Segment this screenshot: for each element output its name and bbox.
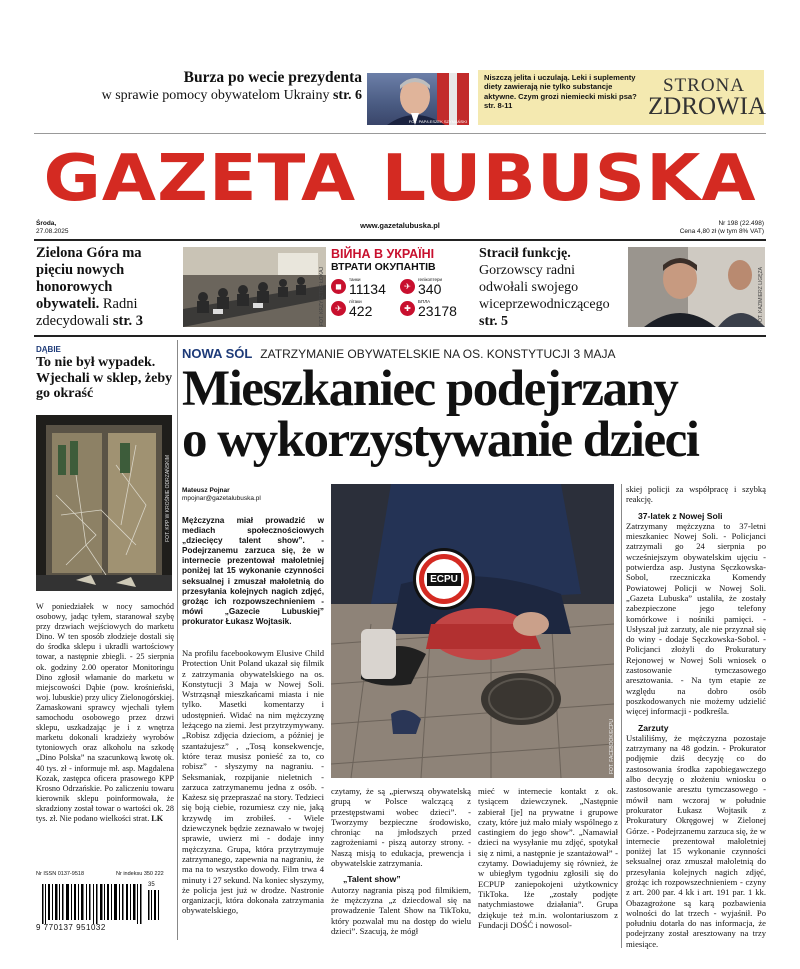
war-stat-aircraft: [331, 299, 400, 318]
main-headline[interactable]: [182, 361, 766, 468]
barcode-issue-code: 35: [148, 882, 155, 888]
war-stat-value: 340: [418, 281, 442, 297]
council-meeting-illustration: [183, 247, 326, 327]
war-stat-value: 422: [349, 303, 373, 319]
helicopter-icon: ✈: [400, 279, 415, 294]
masthead-divider: [34, 239, 766, 241]
barcode-graphic: [36, 884, 166, 928]
ecpu-logo: [413, 548, 475, 610]
councillor-photo: [628, 247, 765, 327]
health-teaser-text: [484, 73, 638, 111]
aircraft-icon: ✈: [331, 301, 346, 316]
top-teaser-photo: [367, 73, 469, 125]
ecpu-logo-text: ECPU: [427, 573, 461, 586]
war-stat-label: БПЛА: [418, 299, 431, 304]
side-story-headline[interactable]: To nie był wypadek. Wjechali w sklep, żeby go okraść: [36, 355, 173, 401]
main-headline-line1: Mieszkaniec podejrzany: [182, 361, 678, 417]
strip-right-rest: Gorzowscy radni odwołali swojego wiceprzewodniczącego: [479, 263, 610, 312]
strip-right-page-ref: str. 5: [479, 314, 509, 329]
drone-icon: ✚: [400, 301, 415, 316]
strip-right-headline: Stracił funkcję.: [479, 246, 571, 261]
war-stats: [331, 277, 469, 318]
main-section-bar: [182, 345, 766, 361]
top-teaser-page-ref: str. 6: [332, 88, 362, 103]
main-section-subtitle: ZATRZYMANIE OBYWATELSKIE NA OS. KONSTYTUCJI 3 MAJA: [260, 347, 616, 361]
top-teaser-photo-credit: FOT. PAP/LESZEK SZYMAŃSKI: [408, 119, 467, 124]
main-lead: [182, 516, 324, 627]
side-story-signature: LK: [151, 813, 164, 823]
side-story-kicker: DĄBIE: [36, 345, 61, 354]
top-divider: [34, 133, 766, 134]
main-col3-text: mieć w internecie kontakt z ok. tysiącem dziewczynek. „Następnie zabierał [je] na prywatne i grupowe czaty, które już mało miały wspólnego z castingiem do jego show”. „Namawiał dzieci na wysyłanie mu zdjęć, spotykał się z nimi, a następnie je szantażował” - czytamy. Dowiadujemy się również, że w ubiegłym tygodniu zgłosili się do ECPUP zaniepokojeni użytkownicy TikToka. Iże „zostały podjęte natychmiastowe działania”. Grupa dziękuje też m.in. wolontariuszom z Fundacji DOŚĆ i nowosol-: [478, 786, 618, 930]
main-author-email: mpojnar@gazetalubuska.pl: [182, 495, 261, 502]
main-headline-line2: o wykorzystywanie dzieci: [182, 412, 699, 468]
main-col4-text2: Ustaliliśmy, że mężczyzna pozostaje zatrzymany na 48 godzin. - Prokurator podjęmie dziś decyzję co do zastosowania środka zapobiegawczego albo decyzję o złożeniu wniosku o zastosowanie aresztu tymczasowego - mówił nam wczoraj w południe prokurator Łukasz Wojtasik z Prokuratury Okręgowej w Zielonej Górze. - Podejrzanemu zarzuca się, że w internecie prezentował małoletniej poniżej lat 15 wykonanie czynności seksualnej oraz zmuszał małoletnią do przesyłania kolejnych nagich zdjęć, grożąc ich rozpowszechnieniem - czyny z art. 200 par. 4 kk i art. 191 par. 1 kk. Obazagrożone są karą pozbawienia wolności do lat trzech - wyjaśnił. Po południu dotarła do nas informacja, że podejrzany został aresztowany na trzy miesiące.: [626, 732, 766, 949]
health-teaser-copy: Niszczą jelita i uczulają. Leki i suplementy diety zawierają nie tylko substancje aktywne. Czym grozi niemiecki miski psa?: [484, 73, 637, 101]
masthead-price: Cena 4,80 zł (w tym 8% VAT): [679, 228, 764, 235]
side-story-body: [36, 602, 174, 824]
top-teaser-headline: Burza po wecie prezydenta: [183, 69, 362, 86]
main-author-name: Mateusz Pojnar: [182, 487, 230, 494]
councillor-illustration: [628, 247, 765, 327]
main-lead-text: Mężczyzna miał prowadzić w mediach społecznościowych „dziecięcy talent show”. - Podejrzanemu zarzuca się, że w internecie prezentował małoletniej poniżej lat 15 wykonanie czynności seksualnej i zmuszał małoletnią do przesyłania kolejnych nagich zdjęć, grożąc ich rozpowszechnieniem - mówi „Gazecie Lubuskiej” prokurator Łukasz Wojtasik.: [182, 516, 324, 626]
main-author: [182, 487, 322, 503]
war-stat-label: гелікоптери: [418, 277, 443, 282]
war-box[interactable]: [331, 247, 469, 329]
council-photo-credit: FOT. KRZYSZTOF ŁOKAJ: [319, 267, 325, 327]
right-column-divider: [621, 484, 622, 948]
masthead-date-value: 27.08.2025: [36, 228, 69, 235]
side-story-text: W poniedziałek w nocy samochód osobowy, jadąc tyłem, staranował szybę przy drzwiach wejściowych do marketu Dino. W ten sposób złodzieje dostali się do środka sklepu i ukradli wartościowy towar, a następnie zbiegli. - 25 sierpnia ok. godziny 2.00 operator Monitoringu Dino zgłosił włamanie do marketu w miejscowości Dąbie (pow. krośnieński, woj. lubuskie) przy ulicy Zielonogórskiej. Zamaskowani sprawcy wjechali tyłem samochodu osobowego przez drzwi sklepu, uszkadzając je i z wnętrza marketu dokonali kradzieży wyrobów tytoniowych oraz alkoholu na szkodę „Dino Polska” na szacunkową kwotę ok. 40 tys. zł - informuje mł. asp. Magdalena Kozak, zastępca oficera prasowego KPP Krosno Odrzańskie. Po zaliczeniu towaru kierownik sklepu poinformowała, że skradziony został towar o wartości ok. 28 tys. zł. Nie podano wielkości strat.: [36, 602, 174, 823]
main-col2-text2: Autorzy nagrania piszą pod filmikiem, że mężczyzna „z dziecdowal się na prowadzenie Talent Show na TikToku, który pozwalał mu na dostęp do wielu dzieci”. Szacują, że mógł: [331, 884, 471, 936]
main-col4-subhead1: 37-latek z Nowej Soli: [638, 510, 723, 521]
politician-portrait: [367, 73, 469, 125]
masthead-date: [36, 220, 69, 236]
main-col4-subhead2: Zarzuty: [638, 722, 669, 733]
strip-divider: [34, 335, 766, 337]
war-stat-label: танки: [349, 277, 361, 282]
main-col4-body: [626, 484, 766, 950]
council-meeting-photo: [183, 247, 326, 327]
masthead-issue-number: Nr 198 (22.498): [718, 220, 764, 227]
war-stat-helicopters: [400, 277, 469, 296]
main-col2-body: [331, 786, 471, 951]
main-col2-text: czytamy, że są „pierwszą obywatelską grupą w Polsce walczącą z przestępstwami wobec dzieci”. - Tworzymy bezpieczne środowisko, chroniąc na jmłodszych przed zagrożeniami - piszą autorzy strony. - Naszą misją to edukacja, prewencja i obywatelskie zatrzymania.: [331, 786, 471, 869]
barcode-issn: Nr ISSN 0137-9518: [36, 871, 84, 877]
strip-left-rest: Radni zdecydowali: [36, 296, 138, 329]
war-stat-tanks: [331, 277, 400, 296]
strip-left-teaser[interactable]: [36, 245, 179, 330]
barcode: [36, 884, 166, 936]
store-photo-credit: FOT. KPP W KROŚNIE ODRZAŃSKIM: [165, 455, 171, 542]
war-stat-value: 23178: [418, 303, 457, 319]
strip-right-teaser[interactable]: [479, 245, 621, 330]
war-box-subtitle: ВТРАТИ ОКУПАНТІВ: [331, 261, 436, 273]
arrest-illustration: [331, 484, 614, 778]
health-title-line1: STRONA: [662, 75, 745, 96]
side-column-divider: [177, 340, 178, 940]
main-col4-top: skiej policji za współpracę i szybką reakcję.: [626, 484, 766, 505]
main-col1-body: [182, 648, 324, 948]
main-section-name[interactable]: NOWA SÓL: [182, 346, 253, 361]
main-col1-text: Na profilu facebookowym Elusive Child Protection Unit Poland ukazał się filmik z zatrzymania obywatelskiego na os. Konstytucji 3 Maja w Nowej Soli. Wstrząsnął mieszkańcami miasta i nie tylko. Masetki komentarzy i udostępnień. Widać na nim mężczyznę leżącego na ziemi. Jest przytrzymywany. „Robisz zdjęcia dzieciom, a później je szantażujesz” , „Tosą konsekwencje, które teraz musisz ponieść za to, co robisz” - słyszymy na nagraniu. - Seksmaniak, rozpijanie nieletnich - zarzuca zatrzymanemu jedna z osób. - Każesz się przepraszać na story. Tedzieci się boją ciebie, rozumiesz czy nie, jaką krzywdę im zrobiłeś. - Wiele dziewczynek będzie zeznawało w twojej sprawie, uwierz mi - dodaje inny mężczyzna. Grupa, która przytrzymuje zatrzymanego, zapewnia na nagraniu, że ma na to wszystko dowody. Film trwa 4 minuty i 27 sekund. Na koniec słyszymy, że policja jest już w drodze. Nastronie organizacji, która dokonała zatrzymania obywatelskiego,: [182, 648, 324, 916]
tank-icon: ◼: [331, 279, 346, 294]
health-title-line2: ZDROWIA: [648, 93, 767, 120]
top-teaser[interactable]: [40, 68, 362, 105]
main-col3-body: [478, 786, 618, 951]
health-teaser-page-ref: str. 8-11: [484, 101, 513, 111]
barcode-index: Nr indeksu 350 222: [116, 871, 164, 877]
masthead-day: Środa,: [36, 220, 57, 227]
arrest-photo: [331, 484, 614, 778]
war-stat-label: літаки: [349, 299, 362, 304]
masthead-issue: [680, 220, 764, 236]
main-col2-subhead: „Talent show”: [343, 874, 401, 885]
damaged-store-illustration: [36, 415, 172, 591]
arrest-photo-credit: FOT. FACEBOOK/ECPU: [609, 718, 615, 774]
war-stat-value: 11134: [349, 281, 386, 297]
top-teaser-rest: w sprawie pomocy obywatelom Ukrainy: [101, 88, 330, 103]
health-section-title: [648, 75, 767, 120]
masthead-website[interactable]: www.gazetalubuska.pl: [360, 221, 440, 230]
damaged-store-photo: [36, 415, 172, 591]
councillor-photo-credit: FOT. KAZIMIERZ LIGĘZA: [758, 267, 764, 326]
strip-left-headline: Zielona Góra ma pięciu nowych honorowych obywateli.: [36, 245, 142, 312]
top-teaser-subline: [40, 87, 362, 105]
health-teaser[interactable]: [478, 70, 767, 125]
main-col4-text1: Zatrzymany mężczyzna to 37-letni mieszkaniec Nowej Soli. - Policjanci zatrzymali go 24 sierpnia po wcześniejszym obywatelskim ujęciu - potwierdza asp. Justyna Sęczkowska-Sobol, rzeczniczka Komendy Powiatowej Policji w Nowej Soli. „Gazeta Lubuska” ustaliła, że zostały zabezpieczone jego telefony komórkowe i nośniki pamięci. - Usłyszał już zarzuty, ale nie przyznał się do winy - dodaje Sęczkowska-Sobol. - Policjanci złożyli do Prokuratury Rejonowej w Nowej Soli wniosek o zastosowanie tymczasowego aresztowania. - Na tym etapie ze względu na dobro osób poszkodowanych nie możemy udzielić więcej informacji - podkreśla.: [626, 520, 766, 717]
war-stat-drones: [400, 299, 469, 318]
war-box-title: ВІЙНА В УКРАЇНІ: [331, 247, 435, 261]
strip-left-page-ref: str. 3: [112, 313, 143, 329]
masthead-title: GAZETA LUBUSKA: [43, 140, 757, 216]
barcode-number: 9 770137 951032: [36, 923, 106, 932]
